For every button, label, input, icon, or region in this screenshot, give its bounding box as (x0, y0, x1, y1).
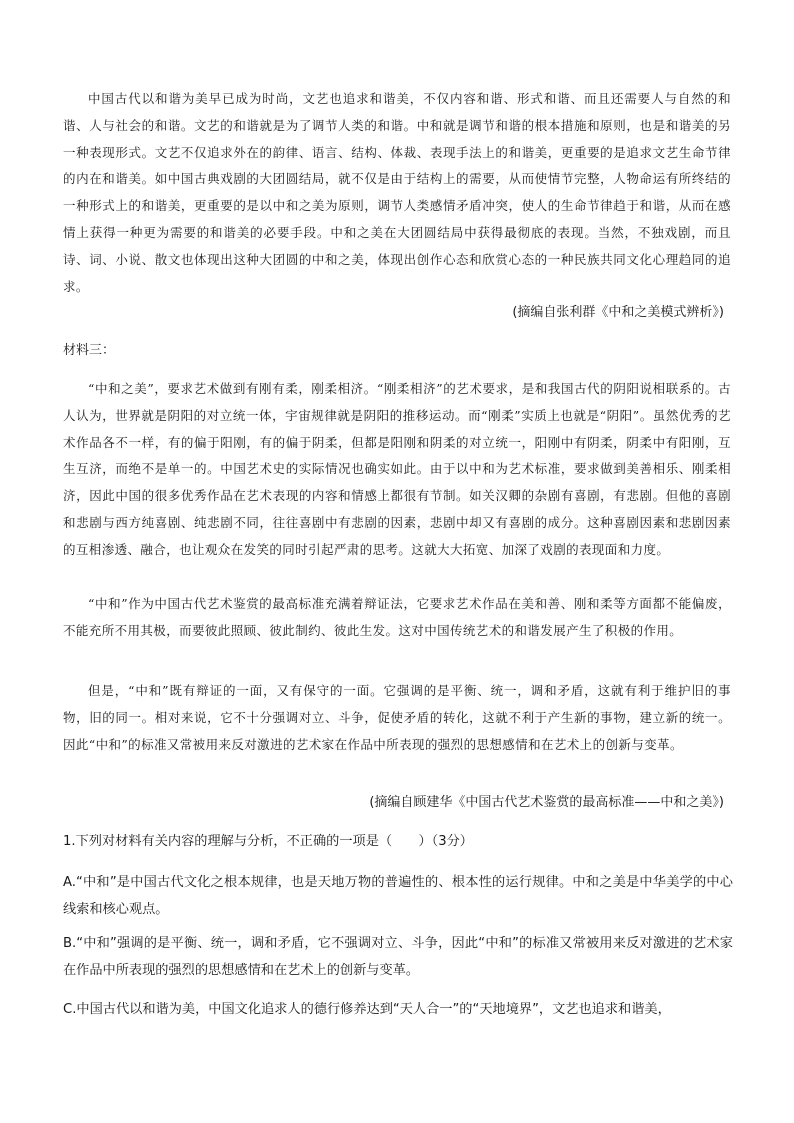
option-c[interactable]: C.中国古代以和谐为美，中国文化追求人的德行修养达到“天人合一”的“天地境界”，文艺也追求和谐美， (63, 1002, 671, 1017)
option-b[interactable]: B.“中和”强调的是平衡、统一，调和矛盾，它不强调对立、斗争，因此“中和”的标准又常被用来反对激进的艺术家在作品中所表现的强烈的思想感情和在艺术上的创新与变革。 (63, 936, 733, 978)
paragraph-conservative: 但是，“中和”既有辩证的一面，又有保守的一面。它强调的是平衡、统一，调和矛盾，这就有利于维护旧的事物，旧的同一。相对来说，它不十分强调对立、斗争，促使矛盾的转化，这就不利于产生新的事物，建立新的统一。因此“中和”的标准又常被用来反对激进的艺术家在作品中所表现的强烈的思想感情和在艺术上的创新与变革。 (63, 683, 731, 752)
paragraph-gang-rou: “中和之美”，要求艺术做到有刚有柔，刚柔相济。“刚柔相济”的艺术要求，是和我国古代的阴阳说相联系的。古人认为，世界就是阴阳的对立统一体，宇宙规律就是阴阳的推移运动。而“刚柔”实质上也就是“阴阳”。虽然优秀的艺术作品各不一样，有的偏于阳刚，有的偏于阴柔，但都是阳刚和阴柔的对立统一，阳刚中有阴柔，阴柔中有阳刚，互生互济，而绝不是单一的。中国艺术史的实际情况也确实如此。由于以中和为艺术标准，要求做到美善相乐、刚柔相济，因此中国的很多优秀作品在艺术表现的内容和情感上都很有节制。如关汉卿的杂剧有喜剧，有悲剧。但他的喜剧和悲剧与西方纯喜剧、纯悲剧不同，往往喜剧中有悲剧的因素，悲剧中却又有喜剧的成分。这种喜剧因素和悲剧因素的互相渗透、融合，也让观众在发笑的同时引起严肃的思考。这就大大拓宽、加深了戏剧的表现面和力度。 (63, 381, 731, 557)
paragraph-dialectics: “中和”作为中国古代艺术鉴赏的最高标准充满着辩证法，它要求艺术作品在美和善、刚和柔等方面都不能偏废，不能充所不用其极，而要彼此照顾、彼此制约、彼此生发。这对中国传统艺术的和谐发展产生了积极的作用。 (63, 596, 731, 638)
source-citation-2: (摘编自顾建华《中国古代艺术鉴赏的最高标准——中和之美》) (369, 795, 724, 810)
option-a[interactable]: A.“中和”是中国古代文化之根本规律，也是天地万物的普遍性的、根本性的运行规律。中和之美是中华美学的中心线索和核心观点。 (63, 875, 733, 917)
question-stem: 1.下列对材料有关内容的理解与分析，不正确的一项是（ ）（3分） (63, 834, 473, 849)
paragraph-harmony: 中国古代以和谐为美早已成为时尚，文艺也追求和谐美，不仅内容和谐、形式和谐、而且还需要人与自然的和谐、人与社会的和谐。文艺的和谐就是为了调节人类的和谐。中和就是调节和谐的根本措施和原则，也是和谐美的另一种表现形式。文艺不仅追求外在的韵律、语言、结构、体裁、表现手法上的和谐美，更重要的是追求文艺生命节律的内在和谐美。如中国古典戏剧的大团圆结局，就不仅是由于结构上的需要，从而使情节完整，人物命运有所终结的一种形式上的和谐美，更重要的是以中和之美为原则，调节人类感情矛盾冲突，使人的生命节律趋于和谐，从而在感情上获得一种更为需要的和谐美的必要手段。中和之美在大团圆结局中获得最彻底的表现。当然，不独戏剧，而且诗、词、小说、散文也体现出这种大团圆的中和之美，体现出创作心态和欣赏心态的一种民族共同文化心理趋同的追求。 (63, 91, 731, 294)
source-citation-1: (摘编自张利群《中和之美模式辨析》) (512, 305, 724, 320)
material-three-heading: 材料三： (63, 343, 116, 358)
